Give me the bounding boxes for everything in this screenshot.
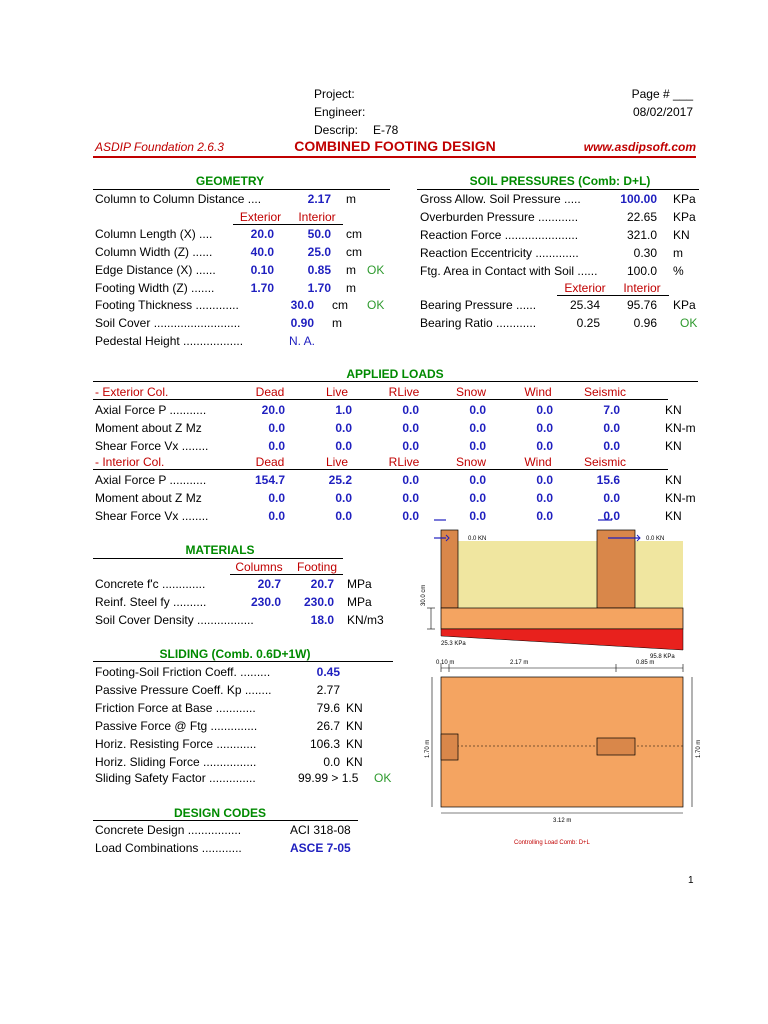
bearing-pressure-diagram <box>441 629 683 650</box>
elevation-view <box>421 520 683 660</box>
geometry-row-unit: cm <box>346 227 362 241</box>
plan-spacing: 2.17 m <box>510 660 529 666</box>
page-number-label: Page # ___ <box>631 87 693 101</box>
geometry-row-interior[interactable]: 25.0 <box>307 245 331 259</box>
soil-exterior-label: Exterior <box>564 281 606 295</box>
material-row-unit: MPa <box>347 595 372 609</box>
soil-row-label: Overburden Pressure ............ <box>420 210 579 224</box>
exterior-row-unit: KN-m <box>665 421 696 435</box>
material-row-columns[interactable]: 20.7 <box>257 577 281 591</box>
interior-load-value[interactable]: 0.0 <box>469 509 486 523</box>
geometry-interior-label: Interior <box>298 210 336 224</box>
geometry-row-unit: m <box>346 263 356 277</box>
soil-cover-value[interactable]: 0.90 <box>290 316 314 330</box>
soil-pressures-heading: SOIL PRESSURES (Comb: D+L) <box>469 174 651 188</box>
materials-heading: MATERIALS <box>185 543 255 557</box>
plan-length: 3.12 m <box>553 818 572 824</box>
plan-view <box>425 660 702 846</box>
interior-row-label: Shear Force Vx ........ <box>95 509 209 523</box>
exterior-col-header: RLive <box>388 385 420 399</box>
date: 08/02/2017 <box>632 105 693 119</box>
interior-load-value[interactable]: 154.7 <box>254 473 285 487</box>
software-version: ASDIP Foundation 2.6.3 <box>95 140 224 154</box>
exterior-col-header: Dead <box>255 385 285 399</box>
geometry-row-unit: cm <box>346 245 362 259</box>
geometry-exterior-label: Exterior <box>239 210 282 224</box>
material-row-footing[interactable]: 20.7 <box>310 577 334 591</box>
thickness-unit: cm <box>332 298 348 312</box>
geometry-row-exterior[interactable]: 40.0 <box>250 245 274 259</box>
interior-load-value[interactable]: 0.0 <box>402 491 419 505</box>
plan-width-left: 1.70 m <box>425 739 431 758</box>
soil-row-label: Gross Allow. Soil Pressure ..... <box>420 192 581 206</box>
interior-col-header: Seismic <box>583 455 626 469</box>
bearing-ratio-label: Bearing Ratio ............ <box>420 316 537 330</box>
interior-load-value[interactable]: 0.0 <box>603 509 620 523</box>
exterior-row-unit: KN <box>665 439 682 453</box>
plan-width-right: 1.70 m <box>696 739 702 758</box>
sliding-safety-value: 99.99 > 1.5 <box>298 771 359 785</box>
geometry-row-interior[interactable]: 50.0 <box>307 227 331 241</box>
soil-row-unit: KN <box>673 228 690 242</box>
concrete-design-value[interactable]: ACI 318-08 <box>290 823 351 837</box>
controlling-load-comb: Controlling Load Comb: D+L <box>514 840 590 846</box>
material-row-label: Reinf. Steel fy .......... <box>95 595 207 609</box>
interior-row-label: Axial Force P ........... <box>95 473 207 487</box>
geometry-row-exterior[interactable]: 20.0 <box>250 227 274 241</box>
soil-density-value[interactable]: 18.0 <box>310 613 334 627</box>
concrete-design-label: Concrete Design ................ <box>95 823 242 837</box>
exterior-load-value[interactable]: 0.0 <box>335 439 352 453</box>
exterior-load-value[interactable]: 0.0 <box>536 403 553 417</box>
soil-row-label: Ftg. Area in Contact with Soil ...... <box>420 264 598 278</box>
interior-row-unit: KN <box>665 473 682 487</box>
soil-cover-unit: m <box>332 316 342 330</box>
material-row-unit: MPa <box>347 577 372 591</box>
interior-load-value[interactable]: 0.0 <box>268 509 285 523</box>
pressure-left: 25.3 KPa <box>441 641 466 647</box>
soil-row-label: Reaction Eccentricity ............. <box>420 246 579 260</box>
col-dist-label: Column to Column Distance .... <box>95 192 262 206</box>
material-row-label: Concrete f'c ............. <box>95 577 206 591</box>
project-label: Project: <box>314 87 355 101</box>
exterior-load-value[interactable]: 0.0 <box>335 421 352 435</box>
interior-col-header: Dead <box>255 455 285 469</box>
col-dist-value[interactable]: 2.17 <box>307 192 331 206</box>
geometry-row-interior[interactable]: 1.70 <box>307 281 331 295</box>
engineer-label: Engineer: <box>314 105 366 119</box>
exterior-col-header: Snow <box>455 385 487 399</box>
sliding-row-label: Passive Pressure Coeff. Kp ........ <box>95 683 272 697</box>
exterior-load-value[interactable]: 0.0 <box>402 403 419 417</box>
bearing-ratio-ok: OK <box>680 316 698 330</box>
design-codes-heading: DESIGN CODES <box>173 806 266 820</box>
page-title: COMBINED FOOTING DESIGN <box>294 138 496 154</box>
exterior-load-value[interactable]: 0.0 <box>268 439 285 453</box>
sliding-row-value: 79.6 <box>316 701 340 715</box>
interior-load-value[interactable]: 0.0 <box>335 491 352 505</box>
interior-col-header: Snow <box>455 455 487 469</box>
geometry-row-exterior[interactable]: 0.10 <box>250 263 274 277</box>
interior-row-label: Moment about Z Mz <box>95 491 202 505</box>
exterior-load-value[interactable]: 7.0 <box>603 403 620 417</box>
exterior-load-value[interactable]: 0.0 <box>536 439 553 453</box>
interior-row-unit: KN <box>665 509 682 523</box>
website-link[interactable]: www.asdipsoft.com <box>583 140 696 154</box>
interior-load-value[interactable]: 25.2 <box>328 473 352 487</box>
soil-row-value[interactable]: 100.00 <box>620 192 657 206</box>
soil-interior-label: Interior <box>623 281 661 295</box>
interior-load-value[interactable]: 0.0 <box>536 473 553 487</box>
soil-row-value: 22.65 <box>626 210 657 224</box>
exterior-load-value[interactable]: 0.0 <box>469 439 486 453</box>
elev-height: 30.0 cm <box>421 584 427 606</box>
interior-column-plan <box>597 738 635 755</box>
sliding-row-value: 106.3 <box>309 737 340 751</box>
soil-row-value: 321.0 <box>626 228 657 242</box>
soil-density-label: Soil Cover Density ................. <box>95 613 254 627</box>
soil-cover-fill <box>441 541 683 608</box>
soil-row-unit: KPa <box>673 192 696 206</box>
footing-elevation <box>441 608 683 629</box>
sliding-row-value: 0.0 <box>323 755 340 769</box>
sliding-safety-label: Sliding Safety Factor .............. <box>95 771 256 785</box>
interior-load-value[interactable]: 0.0 <box>402 509 419 523</box>
exterior-load-value[interactable]: 20.0 <box>261 403 285 417</box>
interior-load-value[interactable]: 0.0 <box>603 491 620 505</box>
exterior-load-value[interactable]: 0.0 <box>603 421 620 435</box>
exterior-load-value[interactable]: 1.0 <box>335 403 352 417</box>
exterior-load-value[interactable]: 0.0 <box>536 421 553 435</box>
exterior-col-label: - Exterior Col. <box>95 385 169 399</box>
exterior-load-value[interactable]: 0.0 <box>469 421 486 435</box>
bearing-pressure-unit: KPa <box>673 298 696 312</box>
exterior-load-value[interactable]: 0.0 <box>469 403 486 417</box>
sliding-safety-ok: OK <box>374 771 392 785</box>
bearing-pressure-interior: 95.76 <box>626 298 657 312</box>
materials-columns-label: Columns <box>235 560 283 574</box>
sliding-row-unit: KN <box>346 701 363 715</box>
soil-row-value: 0.30 <box>633 246 657 260</box>
material-row-footing[interactable]: 230.0 <box>303 595 334 609</box>
sliding-row-label: Footing-Soil Friction Coeff. ......... <box>95 665 271 679</box>
interior-load-value[interactable]: 15.6 <box>596 473 620 487</box>
footer-page-number: 1 <box>688 875 694 886</box>
geometry-row-label: Footing Width (Z) ....... <box>95 281 215 295</box>
soil-density-unit: KN/m3 <box>347 613 384 627</box>
soil-cover-label: Soil Cover .......................... <box>95 316 241 330</box>
bearing-ratio-exterior: 0.25 <box>576 316 600 330</box>
interior-load-value[interactable]: 0.0 <box>536 509 553 523</box>
interior-row-unit: KN-m <box>665 491 696 505</box>
thickness-ok: OK <box>367 298 385 312</box>
interior-column <box>597 530 635 608</box>
exterior-column-plan <box>441 734 458 760</box>
exterior-load-value[interactable]: 0.0 <box>402 421 419 435</box>
elev-load-left: 0.0 KN <box>468 536 487 542</box>
soil-row-value: 100.0 <box>626 264 657 278</box>
pedestal-label: Pedestal Height .................. <box>95 334 244 348</box>
exterior-col-header: Wind <box>524 385 552 399</box>
exterior-row-label: Axial Force P ........... <box>95 403 207 417</box>
materials-footing-label: Footing <box>296 560 338 574</box>
sliding-row-value: 26.7 <box>316 719 340 733</box>
interior-load-value[interactable]: 0.0 <box>335 509 352 523</box>
interior-col-header: Wind <box>524 455 552 469</box>
bearing-pressure-label: Bearing Pressure ...... <box>420 298 537 312</box>
bearing-ratio-interior: 0.96 <box>633 316 657 330</box>
sliding-heading: SLIDING (Comb. 0.6D+1W) <box>159 647 311 661</box>
interior-col-label: - Interior Col. <box>95 455 165 469</box>
geometry-row-interior[interactable]: 0.85 <box>307 263 331 277</box>
geometry-heading: GEOMETRY <box>195 174 265 188</box>
material-row-columns[interactable]: 230.0 <box>250 595 281 609</box>
sliding-row-value: 2.77 <box>316 683 340 697</box>
exterior-load-value[interactable]: 0.0 <box>402 439 419 453</box>
soil-row-unit: m <box>673 246 683 260</box>
geometry-row-unit: m <box>346 281 356 295</box>
sliding-row-label: Horiz. Sliding Force ................ <box>95 755 257 769</box>
applied-loads-heading: APPLIED LOADS <box>346 367 444 381</box>
thickness-label: Footing Thickness ............. <box>95 298 239 312</box>
elev-load-right: 0.0 KN <box>646 536 665 542</box>
sliding-row-value[interactable]: 0.45 <box>316 665 340 679</box>
soil-row-label: Reaction Force ...................... <box>420 228 579 242</box>
exterior-load-value[interactable]: 0.0 <box>603 439 620 453</box>
sliding-row-unit: KN <box>346 719 363 733</box>
load-combinations-label: Load Combinations ............ <box>95 841 242 855</box>
col-dist-unit: m <box>346 192 356 206</box>
plan-edge-right: 0.85 m <box>636 660 655 666</box>
descrip-label: Descrip: <box>314 123 359 137</box>
sliding-row-unit: KN <box>346 737 363 751</box>
exterior-col-header: Seismic <box>583 385 626 399</box>
sliding-row-label: Horiz. Resisting Force ............ <box>95 737 257 751</box>
thickness-value[interactable]: 30.0 <box>290 298 314 312</box>
exterior-column <box>441 530 458 608</box>
plan-edge-left: 0.10 m <box>436 660 455 666</box>
geometry-row-exterior[interactable]: 1.70 <box>250 281 274 295</box>
geometry-row-label: Column Width (Z) ...... <box>95 245 213 259</box>
interior-load-value[interactable]: 0.0 <box>469 491 486 505</box>
interior-col-header: Live <box>325 455 348 469</box>
interior-load-value[interactable]: 0.0 <box>402 473 419 487</box>
soil-row-unit: % <box>673 264 684 278</box>
interior-col-header: RLive <box>388 455 420 469</box>
exterior-row-label: Shear Force Vx ........ <box>95 439 209 453</box>
exterior-load-value[interactable]: 0.0 <box>268 421 285 435</box>
interior-load-value[interactable]: 0.0 <box>536 491 553 505</box>
geometry-row-label: Edge Distance (X) ...... <box>95 263 216 277</box>
exterior-row-label: Moment about Z Mz <box>95 421 202 435</box>
descrip-value: E-78 <box>373 123 399 137</box>
sliding-row-label: Passive Force @ Ftg .............. <box>95 719 258 733</box>
exterior-row-unit: KN <box>665 403 682 417</box>
exterior-col-header: Live <box>325 385 348 399</box>
interior-load-value[interactable]: 0.0 <box>469 473 486 487</box>
sliding-row-label: Friction Force at Base ............ <box>95 701 256 715</box>
bearing-pressure-exterior: 25.34 <box>569 298 600 312</box>
interior-load-value[interactable]: 0.0 <box>268 491 285 505</box>
soil-row-unit: KPa <box>673 210 696 224</box>
sliding-row-unit: KN <box>346 755 363 769</box>
geometry-row-ok: OK <box>367 263 385 277</box>
geometry-row-label: Column Length (X) .... <box>95 227 213 241</box>
pedestal-value[interactable]: N. A. <box>289 334 316 348</box>
footing-plan <box>441 677 683 807</box>
load-combinations-value[interactable]: ASCE 7-05 <box>290 841 351 855</box>
pressure-right: 95.8 KPa <box>650 654 675 660</box>
